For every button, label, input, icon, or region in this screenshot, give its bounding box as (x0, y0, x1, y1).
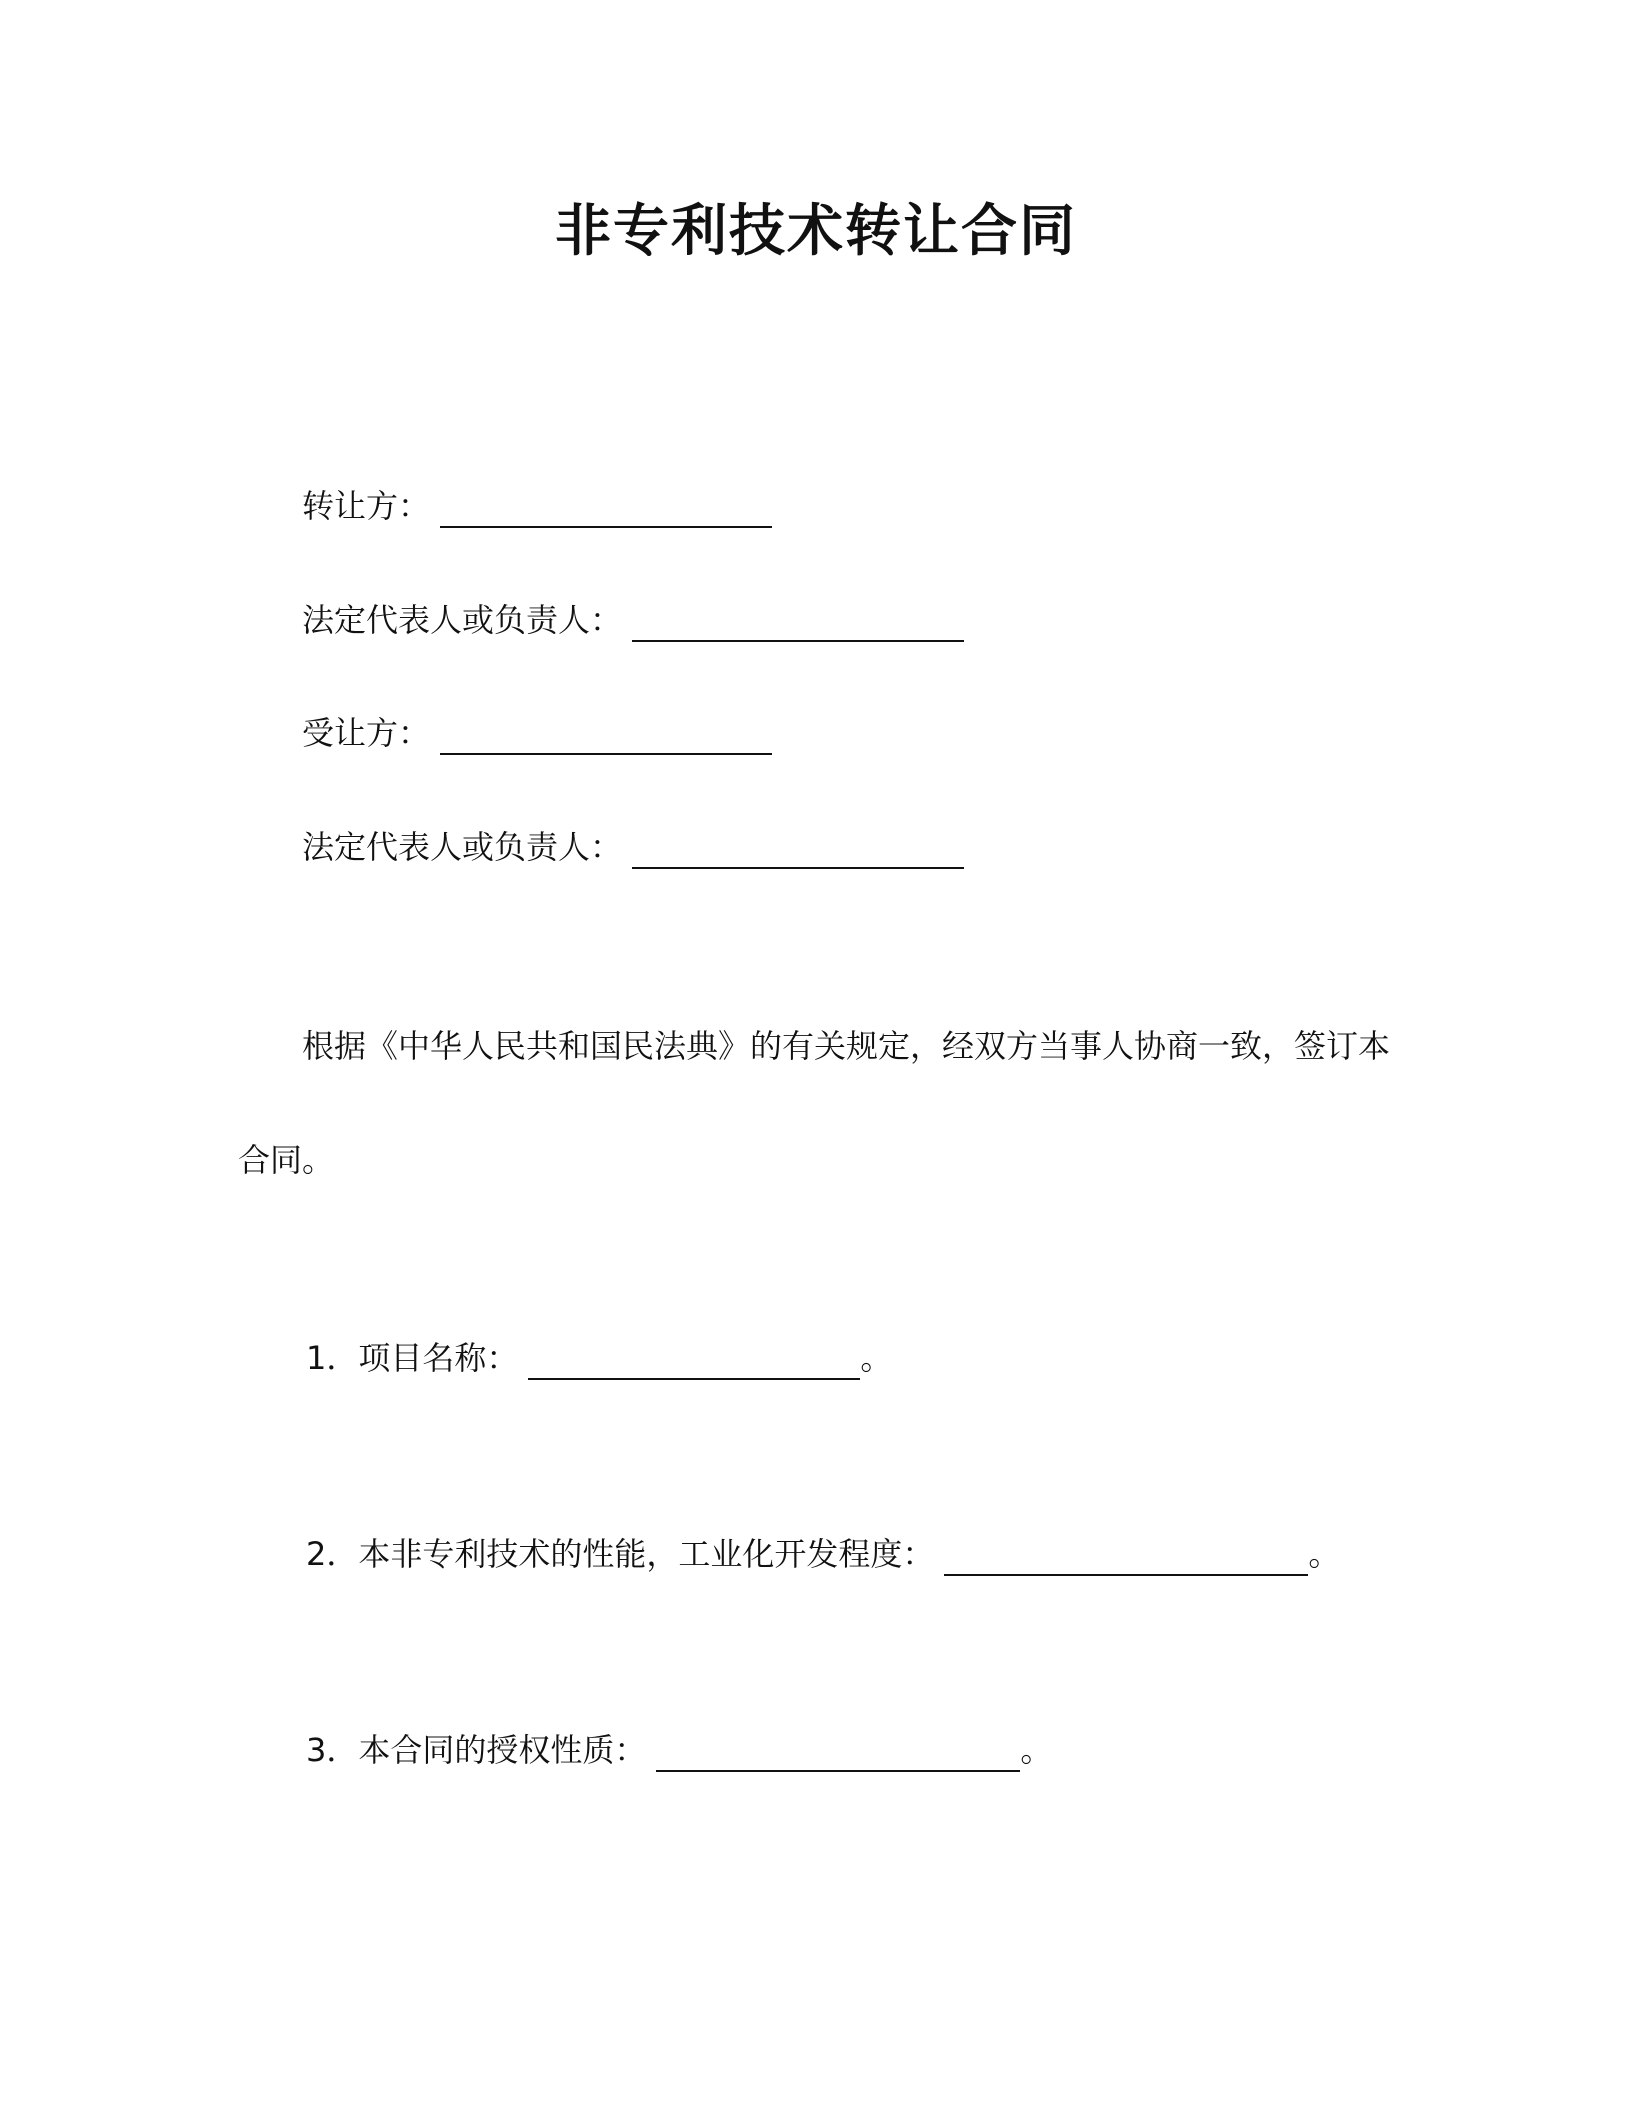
clause-3 (306, 1728, 1052, 1772)
clause-3-period: 。 (1020, 1731, 1053, 1769)
authorization-nature-field[interactable] (656, 1734, 1020, 1772)
clause-1 (306, 1336, 892, 1380)
page-title: 非专利技术转让合同 (555, 199, 1077, 264)
clause-3-label: 3．本合同的授权性质： (306, 1731, 647, 1769)
clause-1-label: 1．项目名称： (306, 1339, 519, 1377)
clause-2-period: 。 (1308, 1535, 1341, 1573)
transferee-representative-field[interactable] (632, 831, 964, 869)
clause-1-period: 。 (860, 1339, 893, 1377)
transferor-representative-line (302, 598, 964, 642)
clause-2-label: 2．本非专利技术的性能，工业化开发程度： (306, 1535, 935, 1573)
performance-development-field[interactable] (944, 1538, 1308, 1576)
transferee-line (302, 711, 772, 755)
project-name-field[interactable] (528, 1342, 860, 1380)
clause-2 (306, 1532, 1340, 1576)
transferee-representative-line (302, 825, 964, 869)
transferee-field[interactable] (440, 717, 772, 755)
preamble-line-1: 根据《中华人民共和国民法典》的有关规定，经双方当事人协商一致，签订本 (302, 1027, 1391, 1065)
transferee-label: 受让方： (302, 714, 431, 752)
transferor-line (302, 484, 772, 528)
transferee-representative-label: 法定代表人或负责人： (302, 828, 623, 866)
preamble-line-2: 合同。 (238, 1141, 335, 1179)
transferor-representative-label: 法定代表人或负责人： (302, 601, 623, 639)
transferor-label: 转让方： (302, 487, 431, 525)
transferor-representative-field[interactable] (632, 604, 964, 642)
transferor-field[interactable] (440, 490, 772, 528)
